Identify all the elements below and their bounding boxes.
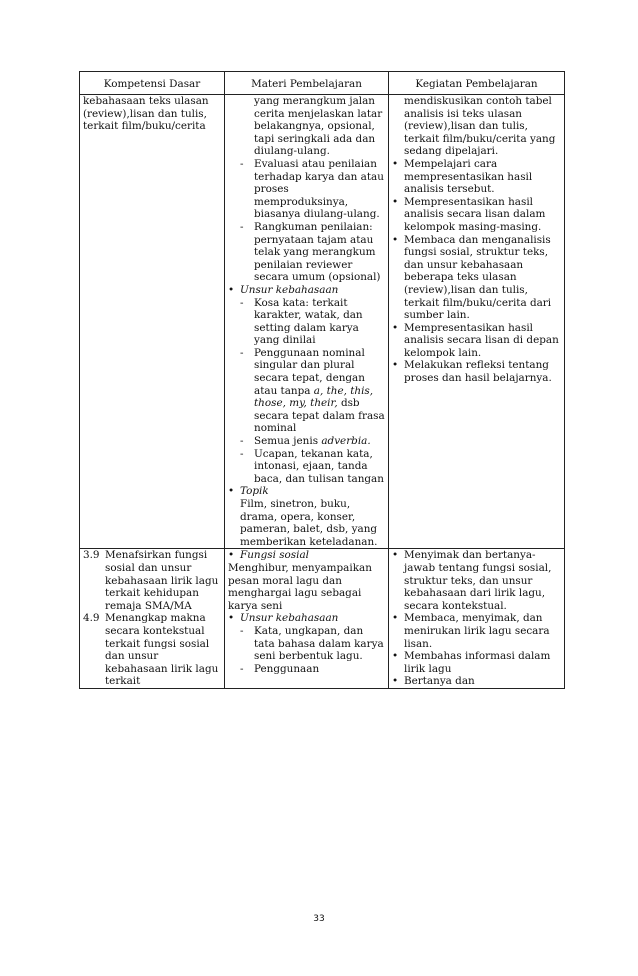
kegiatan-cell <box>389 549 565 689</box>
materi-continued-text: yang merangkum jalan cerita menjelaskan latar belakangnya, opsional, tapi seringkali ada dan diulang-ulang. <box>254 95 383 158</box>
materi-sub-item: - Penggunaan <box>240 662 320 675</box>
materi-bullet-unsur: • Unsur kebahasaan <box>228 283 339 296</box>
table-header-row <box>80 72 565 95</box>
materi-cell <box>225 549 389 689</box>
materi-sub-item: - Ucapan, tekanan kata, intonasi, ejaan, tanda baca, dan tulisan tangan <box>240 447 384 485</box>
materi-sub-item: - Kata, ungkapan, dan tata bahasa dalam karya seni berbentuk lagu. <box>240 624 384 663</box>
materi-cell <box>225 95 389 549</box>
kegiatan-bullet: • Menyimak dan bertanya-jawab tentang fungsi sosial, struktur teks, dan unsur kebahasaan dari lirik lagu, secara kontekstual. <box>392 549 552 612</box>
kegiatan-bullet: • Membahas informasi dalam lirik lagu <box>392 650 551 675</box>
materi-sub-item: - Semua jenis adverbia. <box>240 435 371 448</box>
kegiatan-bullet: • Membaca, menyimak, dan menirukan lirik lagu secara lisan. <box>392 612 550 650</box>
kegiatan-bullet: • Mempresentasikan hasil analisis secara lisan di depan kelompok lain. <box>392 321 559 359</box>
materi-sub-item: - Evaluasi atau penilaian terhadap karya dan atau proses memproduksinya, biasanya diulang-ulang. <box>240 157 384 221</box>
kd-cell <box>80 549 225 689</box>
kegiatan-cell <box>389 95 565 549</box>
kd-item: 4.9 Menangkap makna secara kontekstual terkait fungsi sosial dan unsur kebahasaan lirik lagu terkait <box>83 612 219 688</box>
materi-bullet-unsur: • Unsur kebahasaan <box>228 612 339 625</box>
materi-bullet-topik: • Topik <box>228 485 269 498</box>
materi-topik-text: Film, sinetron, buku, drama, opera, konser, pameran, balet, dsb, yang memberikan keteladanan. <box>240 498 378 548</box>
table-row <box>80 549 565 689</box>
syllabus-table <box>79 71 565 689</box>
kegiatan-continued-text: mendiskusikan contoh tabel analisis isi teks ulasan (review),lisan dan tulis, terkait film/buku/cerita yang sedang dipelajari. <box>404 95 556 158</box>
kegiatan-bullet: • Mempresentasikan hasil analisis secara lisan dalam kelompok masing-masing. <box>392 195 546 233</box>
kd-text: kebahasaan teks ulasan (review),lisan dan tulis, terkait film/buku/cerita <box>83 95 209 133</box>
materi-sub-item: - Rangkuman penilaian: pernyataan tajam atau telak yang merangkum penilaian reviewer secara umum (opsional) <box>240 220 381 284</box>
materi-fungsi-text: Menghibur, menyampaikan pesan moral lagu dan menghargai lagu sebagai karya seni <box>228 561 372 612</box>
kegiatan-bullet: • Membaca dan menganalisis fungsi sosial, struktur teks, dan unsur kebahasaan beberapa teks ulasan (review),lisan dan tulis, terkait film/buku/cerita dari sumber lain. <box>392 233 552 322</box>
table-row <box>80 95 565 549</box>
header-kompetensi-dasar: Kompetensi Dasar <box>80 72 225 95</box>
page-number: 33 <box>313 914 325 924</box>
kd-cell <box>80 95 225 549</box>
header-materi-pembelajaran: Materi Pembelajaran <box>225 72 389 95</box>
header-kegiatan-pembelajaran: Kegiatan Pembelajaran <box>389 72 565 95</box>
materi-bullet-fungsi: • Fungsi sosial <box>228 549 309 562</box>
kegiatan-bullet: • Melakukan refleksi tentang proses dan hasil belajarnya. <box>392 359 552 385</box>
kegiatan-bullet: • Bertanya dan <box>392 675 475 688</box>
kegiatan-bullet: • Mempelajari cara mempresentasikan hasil analisis tersebut. <box>392 157 533 196</box>
materi-sub-item: - Penggunaan nominal singular dan plural secara tepat, dengan atau tanpa a, the, this, those, my, their, dsb secara tepat dalam frasa nominal <box>240 346 385 435</box>
kd-item: 3.9 Menafsirkan fungsi sosial dan unsur kebahasaan lirik lagu terkait kehidupan remaja SMA/MA <box>83 549 219 612</box>
materi-sub-item: - Kosa kata: terkait karakter, watak, dan setting dalam karya yang dinilai <box>240 296 363 347</box>
